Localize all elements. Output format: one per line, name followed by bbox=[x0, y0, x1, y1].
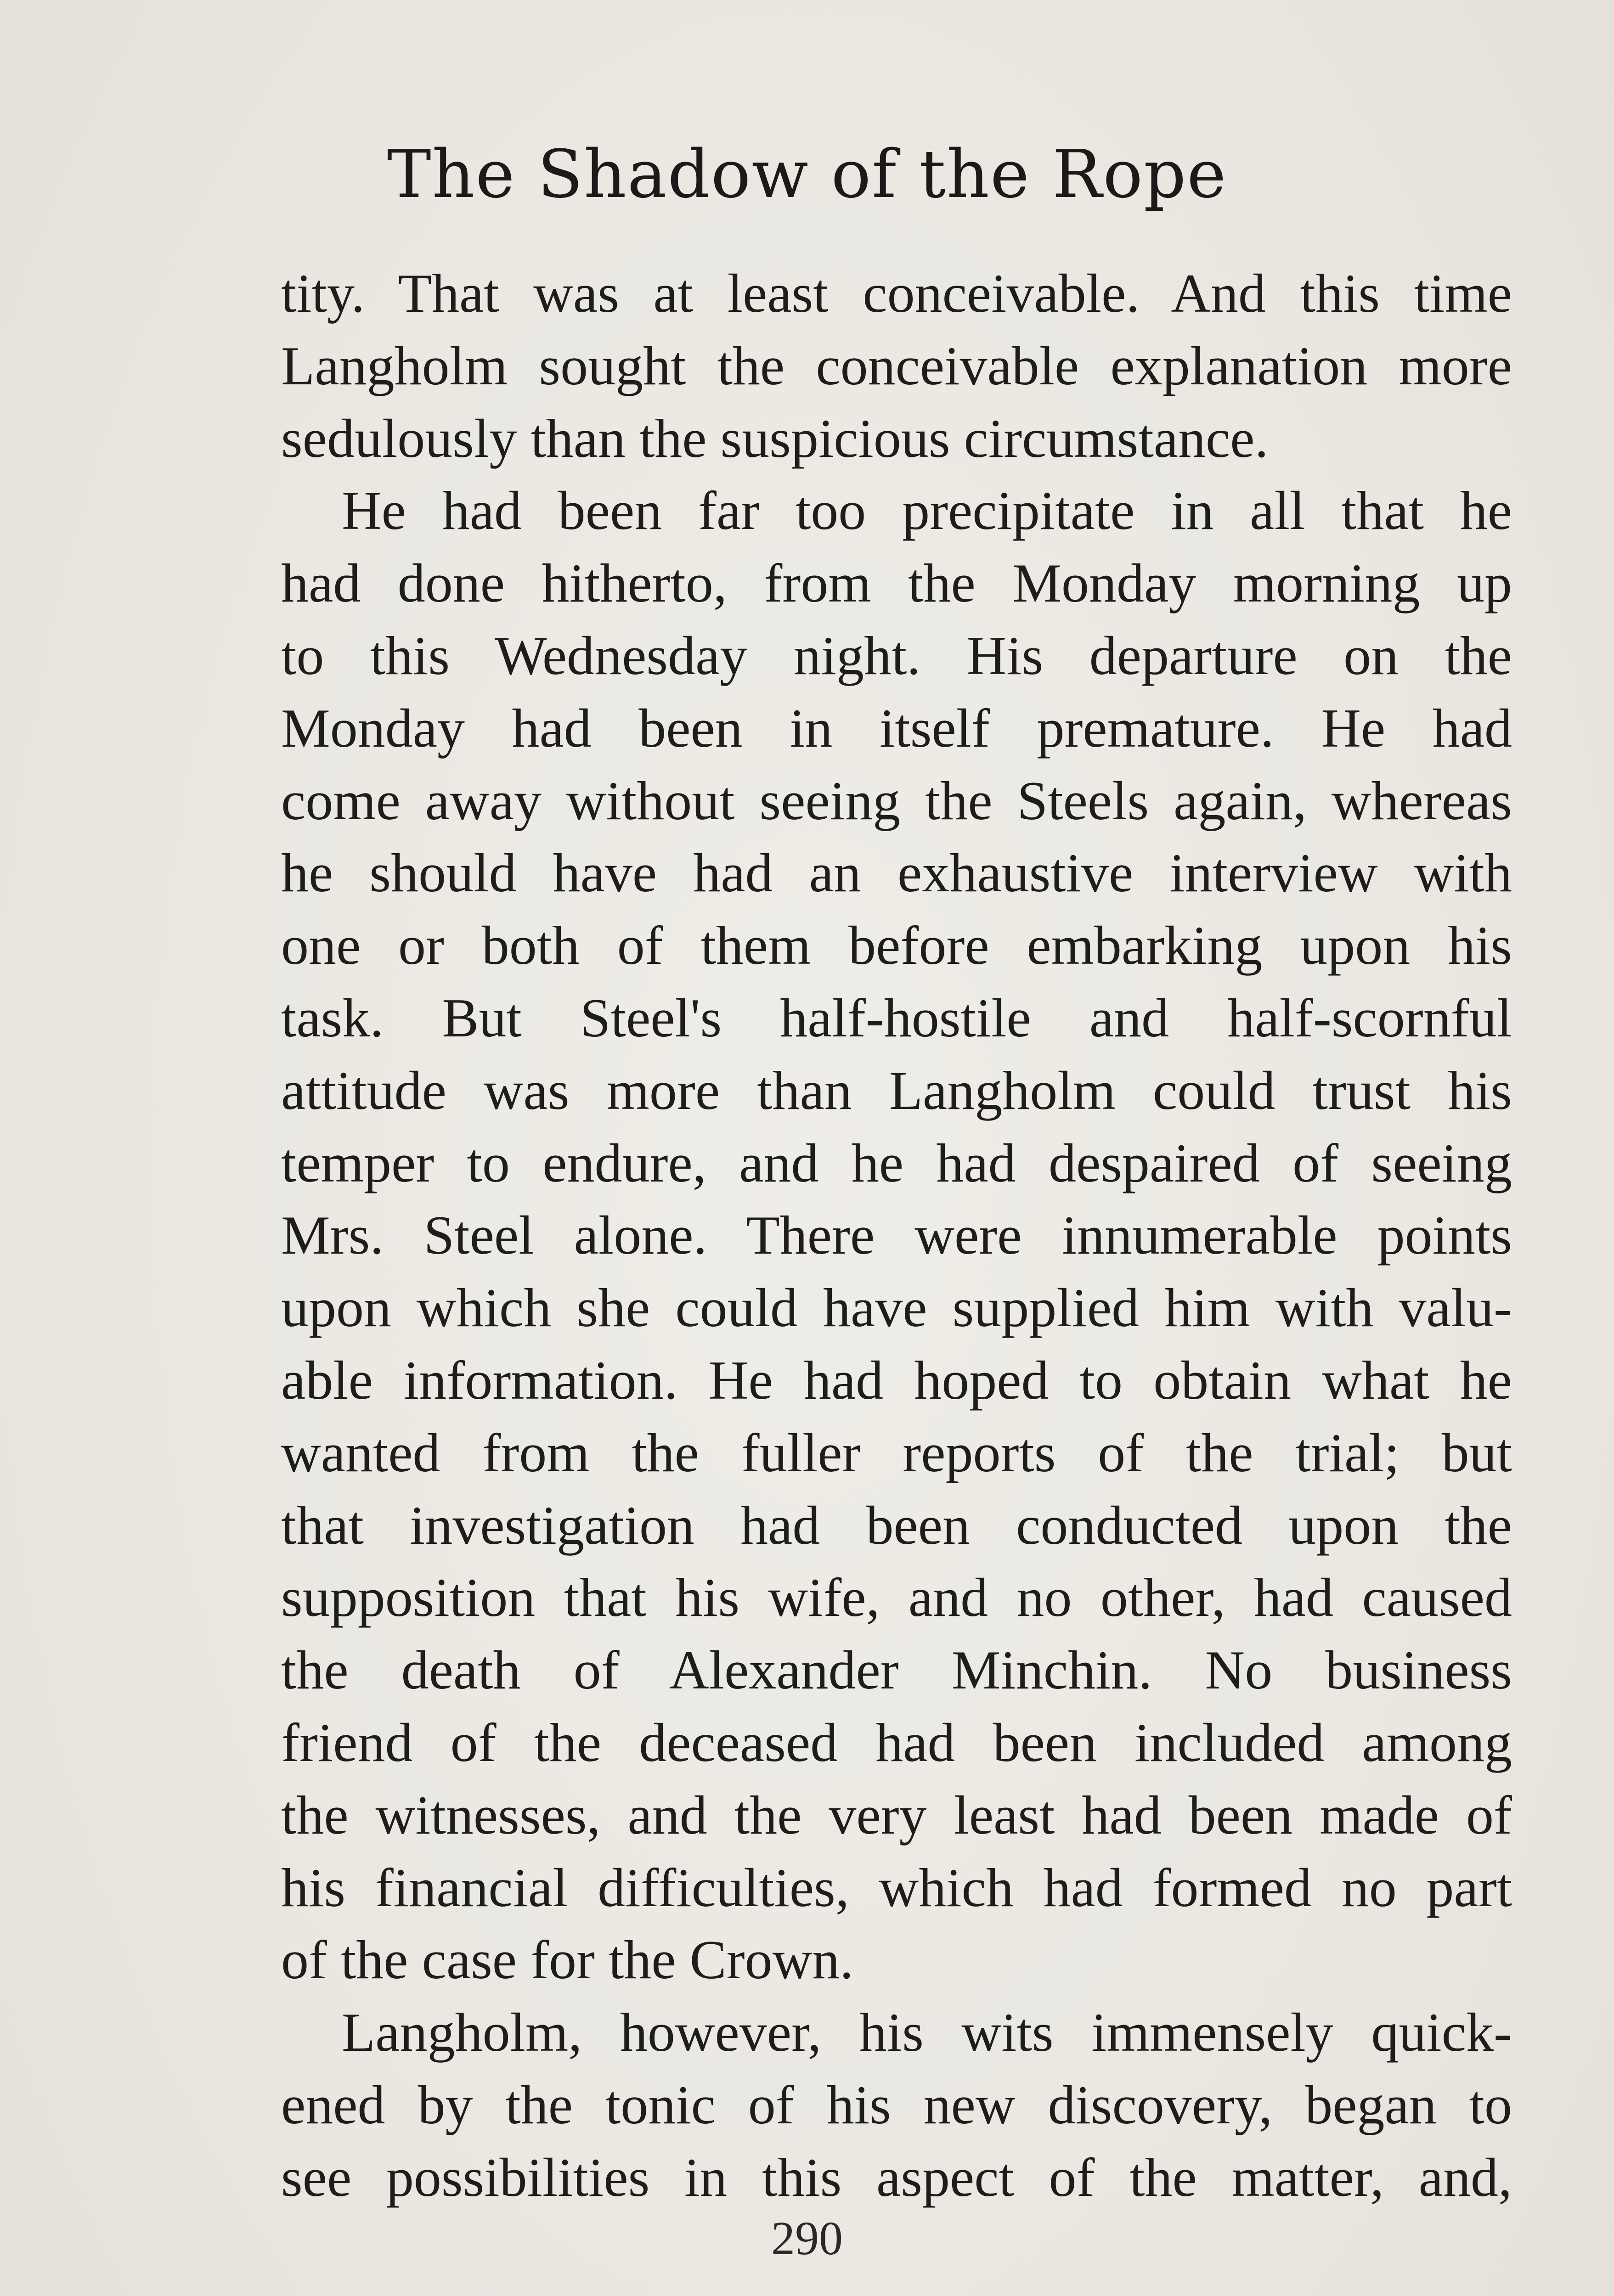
text-line: friend of the deceased had been included among bbox=[281, 1711, 1512, 1773]
text-line: ened by the tonic of his new discovery, began to bbox=[281, 2074, 1512, 2135]
text-line: upon which she could have supplied him with valu- bbox=[281, 1277, 1512, 1339]
text-line: attitude was more than Langholm could trust his bbox=[281, 1059, 1512, 1121]
body-text bbox=[281, 257, 1512, 2214]
text-line: Monday had been in itself premature. He had bbox=[281, 697, 1512, 759]
text-line: supposition that his wife, and no other, had caused bbox=[281, 1567, 1512, 1628]
text-line: see possibilities in this aspect of the matter, and, bbox=[281, 2146, 1512, 2208]
text-line: had done hitherto, from the Monday morning up bbox=[281, 552, 1512, 614]
running-title: The Shadow of the Rope bbox=[387, 135, 1227, 213]
text-line: He had been far too precipitate in all that he bbox=[342, 480, 1512, 541]
text-line: to this Wednesday night. His departure on the bbox=[281, 625, 1512, 686]
text-line: the death of Alexander Minchin. No business bbox=[281, 1639, 1512, 1701]
text-line: that investigation had been conducted upon the bbox=[281, 1494, 1512, 1556]
page-number: 290 bbox=[771, 2212, 843, 2265]
text-line: one or both of them before embarking upon his bbox=[281, 915, 1512, 976]
text-line: wanted from the fuller reports of the trial; but bbox=[281, 1422, 1512, 1483]
text-line: able information. He had hoped to obtain what he bbox=[281, 1349, 1512, 1411]
text-line: tity. That was at least conceivable. And this time bbox=[281, 263, 1512, 324]
text-line: temper to endure, and he had despaired of seeing bbox=[281, 1132, 1512, 1193]
text-line: Mrs. Steel alone. There were innumerable points bbox=[281, 1204, 1512, 1266]
text-line: sedulously than the suspicious circumstance. bbox=[281, 407, 1269, 469]
text-line: of the case for the Crown. bbox=[281, 1929, 854, 1991]
text-line: Langholm sought the conceivable explanation more bbox=[281, 335, 1512, 396]
text-line: he should have had an exhaustive interview with bbox=[281, 842, 1512, 904]
text-line: his financial difficulties, which had formed no part bbox=[281, 1857, 1512, 1918]
text-line: come away without seeing the Steels again, whereas bbox=[281, 770, 1512, 831]
text-line: the witnesses, and the very least had been made of bbox=[281, 1784, 1512, 1846]
text-line: Langholm, however, his wits immensely quick- bbox=[342, 2002, 1512, 2063]
text-line: task. But Steel's half-hostile and half-scornful bbox=[281, 987, 1512, 1048]
